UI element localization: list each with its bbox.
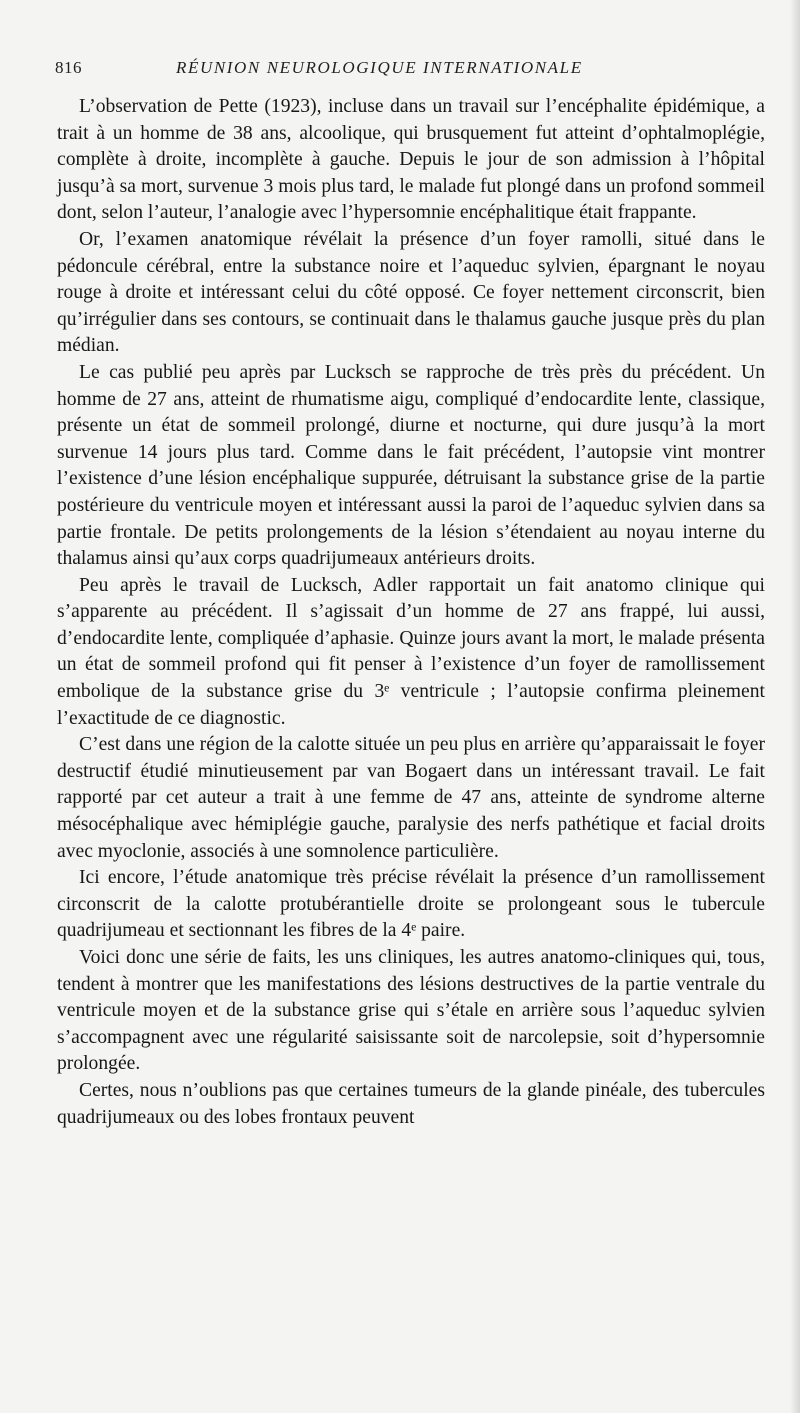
paragraph-certain-tumors: Certes, nous n’oublions pas que certaines tumeurs de la glande pinéale, des tubercules quadrijumeaux ou des lobes frontaux peuvent [57,1079,765,1128]
scan-edge-shadow [790,0,800,1413]
paragraph-adler-case: Peu après le travail de Lucksch, Adler rapportait un fait anatomo clinique qui s’apparente au précédent. Il s’agissait d’un homme de 27 ans frappé, lui aussi, d’endocardite lente, compliquée d’aphasie. Quinze jours avant la mort, le malade présenta un état de sommeil profond qui fit penser à l’existence d’un foyer de ramollissement embolique de la substance grise du 3ᵉ ventricule ; l’autopsie confirma pleinement l’exactitude de ce diagnostic. [57,574,765,729]
running-title: RÉUNION NEUROLOGIQUE INTERNATIONALE [176,58,583,77]
paragraph-series-summary: Voici donc une série de faits, les uns cliniques, les autres anatomo-cliniques qui, tous, tendent à montrer que les manifestations des lésions destructives de la partie ventrale du ventricule moyen et de la substance grise qui s’étale en arrière sous l’aqueduc sylvien s’accompagnent avec une régularité saisissante soit de narcolepsie, soit d’hypersomnie prolongée. [57,947,765,1075]
page-number: 816 [55,58,82,77]
paragraph-anatomical-findings: Ici encore, l’étude anatomique très précise révélait la présence d’un ramollissement circonscrit de la calotte protubérantielle droite se prolongeant sous le tubercule quadrijumeau et sectionnant les fibres de la 4ᵉ paire. [57,867,765,942]
paragraph-anatomical-exam: Or, l’examen anatomique révélait la présence d’un foyer ramolli, situé dans le pédoncule cérébral, entre la substance noire et l’aqueduc sylvien, épargnant le noyau rouge à droite et intéressant celui du côté opposé. Ce foyer nettement circonscrit, bien qu’irrégulier dans ses contours, se continuait dans le thalamus gauche jusque près du plan médian. [57,228,765,357]
paragraph-pette-observation: L’observation de Pette (1923), incluse dans un travail sur l’encéphalite épidémique, a trait à un homme de 38 ans, alcoolique, qui brusquement fut atteint d’ophtalmoplégie, complète à droite, incomplète à gauche. Depuis le jour de son admission à l’hôpital jusqu’à sa mort, survenue 3 mois plus tard, le malade fut plongé dans un profond sommeil dont, selon l’auteur, l’analogie avec l’hypersomnie encéphalitique était frappante. [57,96,765,224]
body-text [57,94,765,1131]
paragraph-van-bogaert-case: C’est dans une région de la calotte située un peu plus en arrière qu’apparaissait le foyer destructif étudié minutieusement par van Bogaert dans un intéressant travail. Le fait rapporté par cet auteur a trait à une femme de 47 ans, atteinte de syndrome alterne mésocéphalique avec hémiplégie gauche, paralysie des nerfs pathétique et facial droits avec myoclonie, associés à une somnolence particulière. [57,734,765,862]
paragraph-lucksch-case: Le cas publié peu après par Lucksch se rapproche de très près du précédent. Un homme de 27 ans, atteint de rhumatisme aigu, compliqué d’endocardite lente, classique, présente un état de sommeil prolongé, diurne et nocturne, qui dure jusqu’à la mort survenue 14 jours plus tard. Comme dans le fait précédent, l’autopsie vint montrer l’existence d’une lésion encéphalique suppurée, détruisant la substance grise de la partie postérieure du ventricule moyen et intéressant aussi la paroi de l’aqueduc sylvien dans sa partie frontale. De petits prolongements de la lésion s’étendaient au noyau interne du thalamus ainsi qu’aux corps quadrijumeaux antérieurs droits. [57,361,765,570]
running-header [55,58,755,88]
